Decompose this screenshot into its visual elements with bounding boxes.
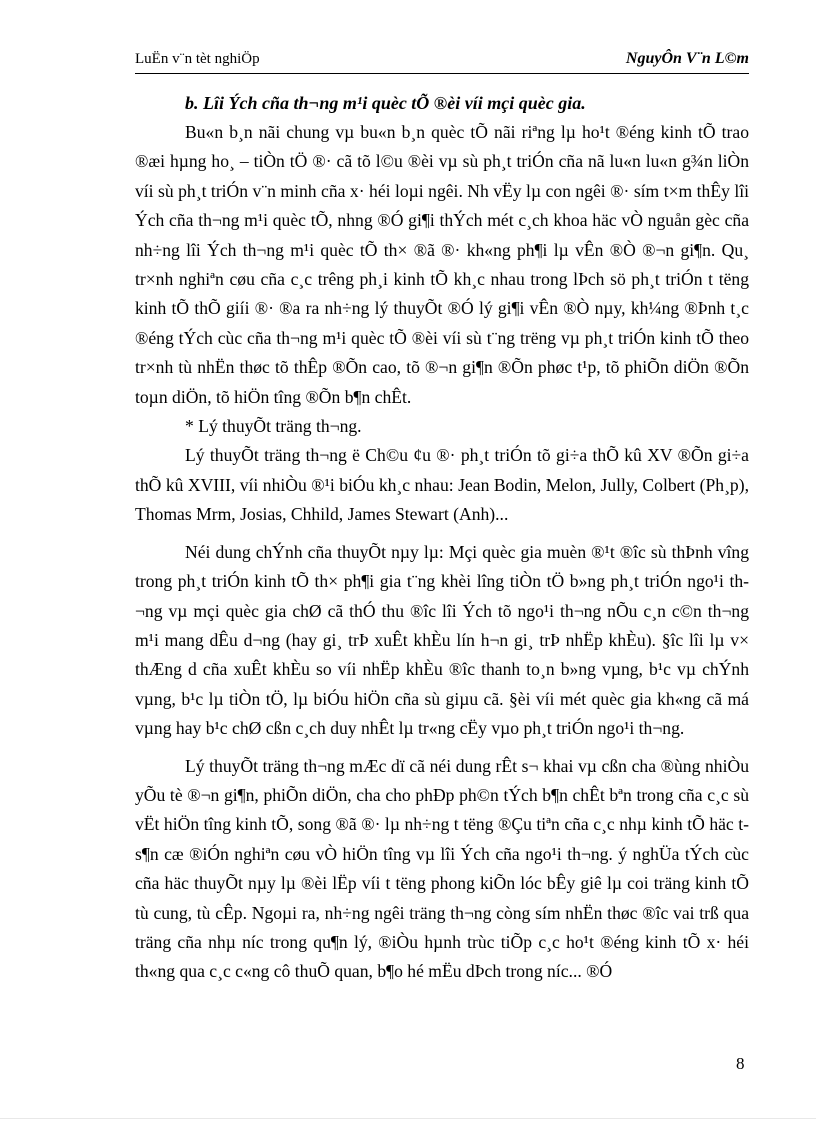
- page-bottom-edge: [0, 1118, 816, 1119]
- body-paragraph-content: Néi dung chÝnh cña thuyÕt nµy lµ: Mçi quèc gia muèn ®¹t ®îc sù thÞnh vîng trong ph¸t triÓn kinh tÕ th× ph¶i gia t¨ng khèi lîng tiÒn tÖ b»ng ph¸t triÓn ngo¹i th¬ng vµ mçi quèc gia chØ cã thÓ thu ®îc lîi Ých tõ ngo¹i th¬ng nÕu c¸n c©n th¬ng m¹i mang dÊu d¬ng (hay gi¸ trÞ xuÊt khÈu lín h¬n gi¸ trÞ nhËp khÈu). §îc lîi lµ v× thÆng d cña xuÊt khÈu so víi nhËp khÈu ®îc thanh to¸n b»ng vµng, b¹c vµ chÝnh vµng, b¹c lµ tiÒn tÖ, lµ biÓu hiÖn cña sù giµu cã. §èi víi mét quèc gia kh«ng cã má vµng hay b¹c chØ cßn c¸ch duy nhÊt lµ tr«ng cËy vµo ph¸t triÓn ngo¹i th¬ng.: [135, 541, 749, 739]
- subheading-mercantilism: * Lý thuyÕt träng th¬ng.: [185, 416, 362, 437]
- page-header: [135, 49, 749, 74]
- page-number: 8: [736, 1054, 745, 1073]
- body-paragraph-evaluation: Lý thuyÕt träng th¬ng mÆc dï cã néi dung rÊt s¬ khai vµ cßn cha ®ùng nhiÒu yÕu tè ®¬n gi¶n, phiÕn diÖn, cha cho phÐp ph©n tÝch b¶n chÊt bªn trong cña c¸c sù vËt hiÖn tîng kinh tÕ, song ®ã ®· lµ nh÷ng t tëng ®Çu tiªn cña c¸c nhµ kinh tÕ häc t s¶n cæ ®iÓn nghiªn cøu vÒ hiÖn tîng vµ lîi Ých cña ngo¹i th¬ng. ý nghÜa tÝch cùc cña häc thuyÕt nµy lµ ®èi lËp víi t tëng phong kiÕn lóc bÊy giê lµ coi träng kinh tÕ tù cung, tù cÊp. Ngoµi ra, nh÷ng ngêi träng th¬ng còng sím nhËn thøc ®îc vai trß qua träng cña nhµ níc trong qu¶n lý, ®iÒu hµnh trùc tiÕp c¸c ho¹t ®éng kinh tÕ x· héi th«ng qua c¸c c«ng cô thuÕ quan, b¶o hé mËu dÞch trong níc... ®Ó: [135, 755, 749, 982]
- body-paragraph-history: Lý thuyÕt träng th¬ng ë Ch©u ¢u ®· ph¸t triÓn tõ gi÷a thÕ kû XV ®Õn gi÷a thÕ kû XVIII, víi nhiÒu ®¹i biÓu kh¸c nhau: Jean Bodin, Melon, Jully, Colbert (Ph¸p), Thomas Mrm, Josias, Chhild, James Stewart (Anh)...: [135, 445, 749, 525]
- page-body: [135, 88, 749, 987]
- header-author-name: NguyÔn V¨n L©m: [625, 50, 749, 67]
- header-document-title: LuËn v¨n tèt nghiÖp: [135, 51, 260, 67]
- body-paragraph-intro: Bu«n b¸n nãi chung vµ bu«n b¸n quèc tÕ nãi riªng lµ ho¹t ®éng kinh tÕ trao ®æi hµng ho¸ – tiÒn tÖ ®· cã tõ l©u ®èi vµ sù ph¸t triÓn cña nã lu«n lu«n g¾n liÒn víi sù ph¸t triÓn v¨n minh cña x· héi loµi ngêi. Nh vËy lµ con ngêi ®· sím t×m thÊy lîi Ých cña th¬ng m¹i quèc tÕ, nhng ®Ó gi¶i thÝch mét c¸ch khoa häc vÒ nguån gèc cña nh÷ng lîi Ých th¬ng m¹i quèc tÕ th× ®ã ®· kh«ng ph¶i lµ vÊn ®Ò ®¬n gi¶n. Qu¸ tr×nh nghiªn cøu cña c¸c trêng ph¸i kinh tÕ kh¸c nhau trong lÞch sö ph¸t triÓn t tëng kinh tÕ thÕ giíi ®· ®a ra nh÷ng lý thuyÕt ®Ó lý gi¶i vÊn ®Ò nµy, kh¼ng ®Þnh t¸c ®éng tÝch cùc cña th¬ng m¹i quèc tÕ ®èi víi sù t¨ng trëng vµ ph¸t triÓn kinh tÕ theo tr×nh tù nhËn thøc tõ thÊp ®Õn cao, tõ ®¬n gi¶n ®Õn phøc t¹p, tõ phiÕn diÖn ®Õn toµn diÖn, tõ hiÖn tîng ®Õn b¶n chÊt.: [135, 122, 749, 407]
- section-heading: b. Lîi Ých cña th¬ng m¹i quèc tÕ ®èi víi mçi quèc gia.: [185, 93, 586, 113]
